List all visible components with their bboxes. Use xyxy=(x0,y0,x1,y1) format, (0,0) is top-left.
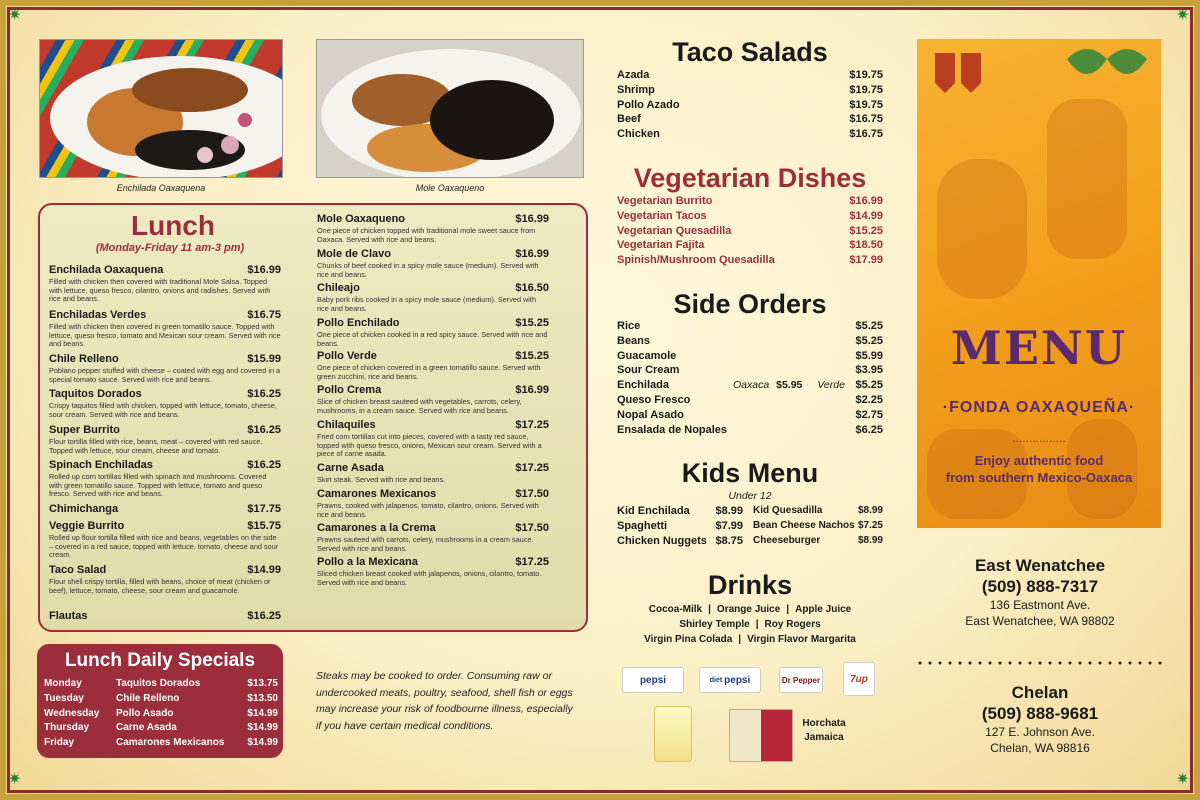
vegetarian-item xyxy=(617,253,883,268)
lunch-hours: (Monday-Friday 11 am-3 pm) xyxy=(95,242,245,254)
side-item-name: Guacamole xyxy=(617,349,677,362)
7up-logo xyxy=(843,662,875,696)
side-item-name: Beans xyxy=(617,334,651,347)
kids-right-list xyxy=(753,504,883,548)
mole-plate-graphic xyxy=(317,40,584,178)
kids-menu-title: Kids Menu xyxy=(681,458,819,488)
kids-subtitle: Under 12 xyxy=(728,490,772,502)
location-city: East Wenatchee xyxy=(974,556,1106,575)
lunch-item xyxy=(317,350,549,381)
lunch-item xyxy=(49,520,281,560)
special-row xyxy=(44,677,278,692)
lunch-item-header xyxy=(317,488,549,501)
star-icon: ✷ xyxy=(1176,7,1190,24)
lunch-item-price: $16.99 xyxy=(515,213,549,225)
pepsi-label: pepsi xyxy=(639,674,667,686)
kids-item xyxy=(753,519,883,534)
lunch-item xyxy=(49,610,281,623)
lunch-item xyxy=(317,556,549,587)
special-row xyxy=(44,692,278,707)
menu-logo-word: MENU xyxy=(950,321,1128,375)
drink-item: Virgin Flavor Margarita xyxy=(747,634,856,645)
lunch-item-name: Flautas xyxy=(49,610,88,622)
drink-item: Apple Juice xyxy=(795,604,852,615)
kids-item xyxy=(617,519,743,534)
kids-item-name: Cheeseburger xyxy=(753,534,821,546)
specials-title: Lunch Daily Specials xyxy=(64,650,256,671)
taco-salad-item xyxy=(617,68,883,83)
lunch-item-price: $15.75 xyxy=(247,520,281,532)
side-item xyxy=(617,319,883,334)
location-divider xyxy=(915,661,1163,665)
lunch-item-name: Pollo Enchilado xyxy=(317,317,400,329)
side-item xyxy=(617,393,883,408)
lunch-item-name: Carne Asada xyxy=(317,462,384,474)
side-item-price: $5.25 xyxy=(855,320,883,332)
lunch-item-header xyxy=(317,419,549,432)
lunch-item-desc: One piece of chicken cooked in a red spicy sauce. Served with rice and beans. xyxy=(317,330,548,348)
taco-salad-item-name: Azada xyxy=(617,69,650,81)
lunch-item xyxy=(49,309,281,349)
side-item xyxy=(617,349,883,364)
drinks-title: Drinks xyxy=(707,570,793,600)
food-safety-note: Steaks may be cooked to order. Consuming raw or undercooked meats, poultry, seafood, shell fish or eggs may increase your risk of foodbourne illness, especially if you have certain medical conditions. xyxy=(316,670,573,732)
star-icon: ✷ xyxy=(1176,771,1190,788)
kids-item xyxy=(753,504,883,519)
lunch-item-header xyxy=(317,350,549,363)
side-item-price: $2.75 xyxy=(855,408,883,421)
kids-item-price: $8.99 xyxy=(715,505,743,517)
lunch-item-desc: Prawns sauteed with carrots, celery, mushrooms in a cream sauce. Served with rice and beans. xyxy=(317,535,534,553)
lunch-item-header xyxy=(49,424,281,437)
lunch-item-price: $17.25 xyxy=(515,556,549,568)
drink-item: Virgin Pina Colada xyxy=(644,634,733,645)
jamaica-glasses xyxy=(729,709,793,762)
kids-item-name: Kid Enchilada xyxy=(617,505,690,517)
lunch-item-price: $15.25 xyxy=(515,317,549,329)
drink-separator: | xyxy=(755,619,759,630)
lunch-item-desc: Filled with chicken then covered with traditional Mole Salsa. Topped with lettuce, queso fresco, cilantro, onions and radishes. Served with rice and beans. xyxy=(49,277,271,304)
taco-salads-list xyxy=(617,68,883,142)
lunch-item-desc: Baby pork ribs cooked in a spicy mole sauce (medium). Served with rice and beans. xyxy=(317,295,536,313)
kids-item-price: $8.99 xyxy=(857,505,883,516)
star-icon: ✷ xyxy=(8,771,22,788)
vegetarian-item xyxy=(617,194,883,209)
location-chelan xyxy=(918,682,1162,756)
star-icon: ✷ xyxy=(8,7,22,24)
taco-salad-item-price: $16.75 xyxy=(849,113,883,126)
specials-list xyxy=(44,677,278,751)
banner-dots: ................ xyxy=(1012,431,1066,445)
lunch-item-header xyxy=(317,282,549,295)
lunch-item-desc: One piece of chicken covered in a green tomatillo sauce. Served with green zucchini, rice and beans. xyxy=(317,363,541,381)
special-day: Monday xyxy=(44,678,82,689)
vegetarian-item-name: Vegetarian Quesadilla xyxy=(617,224,732,237)
lunch-item xyxy=(317,488,549,519)
special-price: $14.99 xyxy=(247,707,278,719)
diet-pepsi-logo xyxy=(699,667,761,693)
taco-salad-item xyxy=(617,98,883,113)
lunch-item-header xyxy=(317,317,549,330)
side-item xyxy=(617,423,883,438)
lunch-item-price: $14.99 xyxy=(247,564,281,576)
kids-item-name: Spaghetti xyxy=(617,519,668,532)
lunch-item-name: Pollo a la Mexicana xyxy=(317,556,418,568)
kids-item-price: $7.25 xyxy=(857,519,883,531)
location-phone: (509) 888-9681 xyxy=(981,704,1099,723)
special-price: $13.50 xyxy=(247,692,278,704)
taco-salad-item-price: $19.75 xyxy=(849,69,883,81)
taco-salad-item xyxy=(617,112,883,127)
lunch-item-name: Enchilada Oaxaquena xyxy=(49,264,164,276)
lunch-item-price: $16.99 xyxy=(515,384,549,396)
taco-salad-item-name: Shrimp xyxy=(617,83,655,96)
lunch-item-price: $16.99 xyxy=(515,248,549,260)
lunch-item-price: $16.99 xyxy=(247,264,281,276)
side-item xyxy=(617,334,883,349)
enchilada-photo xyxy=(39,39,283,178)
lunch-item-name: Pollo Crema xyxy=(317,384,382,396)
taco-salad-item-name: Pollo Azado xyxy=(617,98,680,111)
vegetarian-item-name: Vegetarian Tacos xyxy=(617,209,707,222)
lunch-item-header xyxy=(49,459,281,472)
special-day: Thursday xyxy=(44,722,90,734)
verde-label: Verde xyxy=(817,379,845,391)
side-item xyxy=(617,363,883,378)
lunch-item-desc: Crispy taquitos filled with chicken, topped with lettuce, tomato, cheese, sour cream. Served with rice and beans. xyxy=(49,401,277,419)
lunch-item-desc: Fried corn tortillas cut into pieces, covered with a tasty red sauce, topped with queso fresco, onions, Mexican sour cream. Served with a piece of carne asada. xyxy=(317,432,542,459)
lunch-title: Lunch xyxy=(131,210,215,241)
lunch-item-price: $17.75 xyxy=(247,503,281,515)
location-street: 136 Eastmont Ave. xyxy=(989,598,1091,612)
lunch-item-price: $17.25 xyxy=(515,419,549,431)
special-day: Tuesday xyxy=(44,692,84,704)
vegetarian-list xyxy=(617,194,883,268)
lunch-item-price: $16.50 xyxy=(515,282,549,294)
lunch-item-price: $15.25 xyxy=(515,350,549,362)
kids-item xyxy=(753,534,883,549)
enchilada-plate-graphic xyxy=(40,40,283,178)
lunch-item-name: Veggie Burrito xyxy=(49,520,125,532)
drinks-line-2 xyxy=(612,617,888,632)
lunch-item-desc: Rolled up corn tortillas filled with spinach and mushrooms. Covered with green tomatillo sauce. Topped with lettuce, tomato and queso fresco. Served with rice and beans. xyxy=(49,472,267,499)
lunch-item xyxy=(49,264,281,304)
lunch-item xyxy=(317,317,549,348)
lunch-item-header xyxy=(49,610,281,623)
lunch-item-header xyxy=(317,556,549,569)
lunch-item-header xyxy=(49,520,281,533)
lunch-item xyxy=(317,384,549,415)
lunch-item-header xyxy=(317,248,549,261)
mole-photo xyxy=(316,39,584,178)
lunch-item-header xyxy=(49,353,281,366)
drink-item: Cocoa-Milk xyxy=(648,604,703,615)
vegetarian-item-name: Spinish/Mushroom Quesadilla xyxy=(617,254,775,267)
7up-label: 7up xyxy=(850,673,868,685)
side-item-price: $2.25 xyxy=(855,393,883,406)
taco-salad-item xyxy=(617,127,883,142)
dr-pepper-logo xyxy=(779,667,823,693)
lunch-item-name: Enchiladas Verdes xyxy=(49,309,147,321)
lunch-item-name: Chimichanga xyxy=(49,503,119,515)
vegetarian-item xyxy=(617,209,883,224)
lunch-item xyxy=(317,282,549,313)
lunch-item xyxy=(317,213,549,244)
lunch-item-price: $15.99 xyxy=(247,353,281,365)
lunch-item-name: Mole de Clavo xyxy=(317,248,391,260)
drink-item: Orange Juice xyxy=(716,604,781,615)
side-item-name: Ensalada de Nopales xyxy=(617,423,728,436)
location-citystate: East Wenatchee, WA 98802 xyxy=(965,614,1115,628)
kids-item-name: Kid Quesadilla xyxy=(753,505,823,516)
taco-salad-item xyxy=(617,83,883,98)
enchilada-caption: Enchilada Oaxaquena xyxy=(116,183,206,193)
lunch-item xyxy=(49,459,281,499)
special-row xyxy=(44,707,278,722)
diet-label: diet xyxy=(709,676,723,684)
drinks-list xyxy=(612,602,888,647)
side-item-price: $6.25 xyxy=(855,423,883,436)
special-dish: Pollo Asado xyxy=(116,707,174,719)
special-row xyxy=(44,736,278,751)
location-phone: (509) 888-7317 xyxy=(981,577,1099,596)
kids-item-price: $8.75 xyxy=(715,534,743,547)
side-item-name: Rice xyxy=(617,320,641,332)
jamaica-label: Jamaica xyxy=(804,732,844,743)
lunch-item-desc: Chunks of beef cooked in a spicy mole sauce (medium). Served with rice and beans. xyxy=(317,261,539,279)
vegetarian-item-price: $15.25 xyxy=(849,224,883,237)
lunch-item-price: $16.25 xyxy=(247,459,281,471)
special-day: Wednesday xyxy=(44,707,100,719)
vegetarian-item-name: Vegetarian Fajita xyxy=(617,239,705,252)
lunch-item-header xyxy=(317,384,549,397)
special-dish: Chile Relleno xyxy=(116,692,180,704)
location-street: 127 E. Johnson Ave. xyxy=(985,725,1095,739)
taco-salad-item-price: $19.75 xyxy=(849,83,883,96)
lunch-item-desc: Poblano pepper stuffed with cheese – coated with egg and covered in a special tomato sauce. Served with rice and beans. xyxy=(49,366,281,384)
side-item-name: Sour Cream xyxy=(617,364,680,377)
drink-item: Shirley Temple xyxy=(679,619,750,630)
side-item-name: Enchilada xyxy=(617,379,669,392)
side-item-price: $3.95 xyxy=(855,364,883,377)
lunch-item-header xyxy=(317,462,549,475)
lunch-item-price: $16.25 xyxy=(247,424,281,436)
lunch-daily-specials xyxy=(37,644,283,758)
enchilada-variants xyxy=(733,378,845,393)
special-day: Friday xyxy=(44,737,75,749)
side-item-price: $5.25 xyxy=(855,379,883,392)
menu-banner xyxy=(917,39,1161,528)
lunch-item-name: Taquitos Dorados xyxy=(49,388,142,400)
lunch-item-name: Taco Salad xyxy=(49,564,107,576)
vegetarian-item-price: $16.99 xyxy=(849,195,883,207)
vegetarian-item-price: $14.99 xyxy=(849,209,883,222)
location-city: Chelan xyxy=(1011,683,1069,702)
side-item-price: $5.25 xyxy=(855,334,883,347)
lunch-item-desc: Flour tortilla filled with rice, beans, meat – covered with red sauce. Topped with lettuce, sour cream, cheese and tomato. xyxy=(49,437,263,455)
location-east-wenatchee xyxy=(918,555,1162,629)
taco-salads-title: Taco Salads xyxy=(672,37,828,67)
horchata-glass xyxy=(654,706,692,762)
taco-salad-item-name: Beef xyxy=(617,113,641,126)
lunch-item-price: $16.75 xyxy=(247,309,281,321)
vegetarian-item-name: Vegetarian Burrito xyxy=(617,195,713,207)
drink-separator: | xyxy=(786,604,790,615)
horchata-label: Horchata xyxy=(802,718,846,729)
pepsi-logo xyxy=(622,667,684,693)
drink-item: Roy Rogers xyxy=(764,619,821,630)
dr-pepper-label: Dr Pepper xyxy=(781,675,821,685)
side-item-name: Queso Fresco xyxy=(617,393,691,406)
lunch-item-header xyxy=(49,503,281,516)
side-orders-title: Side Orders xyxy=(673,289,827,319)
mole-caption: Mole Oaxaqueno xyxy=(415,183,485,193)
lunch-item xyxy=(49,388,281,419)
restaurant-name: ·FONDA OAXAQUEÑA· xyxy=(942,399,1136,416)
lunch-item-desc: Sliced chicken breast cooked with jalapenos, onions, cilantro, tomato. Served with rice and beans. xyxy=(317,569,542,587)
lunch-item-name: Camarones Mexicanos xyxy=(317,488,437,500)
lunch-item-name: Mole Oaxaqueno xyxy=(317,213,406,225)
special-dish: Taquitos Dorados xyxy=(116,678,201,689)
lunch-item xyxy=(49,424,281,455)
kids-item-name: Chicken Nuggets xyxy=(617,534,707,547)
special-dish: Camarones Mexicanos xyxy=(116,737,225,749)
lunch-item-desc: Skirt steak. Served with rice and beans. xyxy=(317,475,446,484)
lunch-item-price: $17.50 xyxy=(515,522,549,534)
vegetarian-item-price: $17.99 xyxy=(849,254,883,267)
lunch-item-name: Chile Relleno xyxy=(49,353,119,365)
lunch-item-name: Chileajo xyxy=(317,282,360,294)
lunch-item-name: Chilaquiles xyxy=(317,419,376,431)
kids-item xyxy=(617,504,743,519)
lunch-item xyxy=(317,522,549,553)
kids-left-list xyxy=(617,504,743,548)
lunch-item-price: $17.25 xyxy=(515,462,549,474)
side-item-price: $5.99 xyxy=(855,349,883,362)
lunch-item xyxy=(317,419,549,459)
special-price: $14.99 xyxy=(247,722,278,734)
side-item xyxy=(617,408,883,423)
lunch-item-header xyxy=(49,309,281,322)
special-dish: Carne Asada xyxy=(116,722,177,734)
tagline-2: from southern Mexico-Oaxaca xyxy=(945,470,1133,485)
drinks-line-1 xyxy=(612,602,888,617)
oaxaca-price: $5.95 xyxy=(776,379,803,391)
lunch-item-name: Camarones a la Crema xyxy=(317,522,436,534)
lunch-item xyxy=(317,248,549,279)
vegetarian-title: Vegetarian Dishes xyxy=(633,163,867,193)
lunch-item-header xyxy=(49,264,281,277)
special-price: $13.75 xyxy=(247,678,278,689)
lunch-item-price: $16.25 xyxy=(247,610,281,622)
taco-salad-item-price: $16.75 xyxy=(849,128,883,141)
kids-item-name: Bean Cheese Nachos xyxy=(753,519,855,531)
diet-pepsi-label: pepsi xyxy=(724,674,751,686)
lunch-item-desc: Flour shell crispy tortilla, filled with beans, choice of meat (chicken or beef), lettuce, tomato, cheese, sour cream and guacamole. xyxy=(49,577,271,595)
lunch-item-header xyxy=(49,388,281,401)
lunch-item-header xyxy=(49,564,281,577)
lunch-item-price: $17.50 xyxy=(515,488,549,500)
vegetarian-item-price: $18.50 xyxy=(849,239,883,252)
lunch-item-desc: Slice of chicken breast sauteed with vegetables, carrots, celery, mushrooms, in a cream sauce. Served with rice and beans. xyxy=(317,397,522,415)
lunch-item-desc: Rolled up flour tortilla filled with rice and beans, vegetables on the side – covered in a red sauce, topped with lettuce, tomato, cheese and sour cream. xyxy=(49,533,279,560)
taco-salad-item-price: $19.75 xyxy=(849,98,883,111)
kids-item xyxy=(617,534,743,549)
vegetarian-item xyxy=(617,238,883,253)
location-citystate: Chelan, WA 98816 xyxy=(990,741,1090,755)
lunch-item-desc: Filled with chicken then covered in green tomatillo sauce. Topped with lettuce, queso fresco, tomato and Mexican sour cream. Served with rice and beans. xyxy=(49,322,281,349)
oaxaca-label: Oaxaca xyxy=(733,379,770,391)
lunch-item-name: Pollo Verde xyxy=(317,350,377,362)
side-item-name: Nopal Asado xyxy=(617,408,684,421)
kids-item-price: $8.99 xyxy=(857,534,883,546)
taco-salad-item-name: Chicken xyxy=(617,128,660,141)
drink-separator: | xyxy=(738,634,742,645)
lunch-item-price: $16.25 xyxy=(247,388,281,400)
lunch-item-header xyxy=(317,213,549,226)
lunch-item xyxy=(49,353,281,384)
vegetarian-item xyxy=(617,224,883,239)
lunch-item-header xyxy=(317,522,549,535)
lunch-item-desc: Prawns, cooked with jalapenos, tomato, cilantro, onions. Served with rice and beans. xyxy=(317,501,539,519)
special-price: $14.99 xyxy=(247,737,278,749)
drinks-line-3 xyxy=(612,632,888,647)
drink-separator: | xyxy=(708,604,711,615)
tagline-1: Enjoy authentic food xyxy=(974,453,1104,468)
lunch-item xyxy=(317,462,549,485)
lunch-item-desc: One piece of chicken topped with traditional mole sweet sauce from Oaxaca. Served with rice and beans. xyxy=(317,226,536,244)
lunch-item xyxy=(49,503,281,516)
kids-item-price: $7.99 xyxy=(715,519,743,532)
lunch-item xyxy=(49,564,281,595)
lunch-item-name: Spinach Enchiladas xyxy=(49,459,153,471)
lunch-item-name: Super Burrito xyxy=(49,424,120,436)
special-row xyxy=(44,721,278,736)
